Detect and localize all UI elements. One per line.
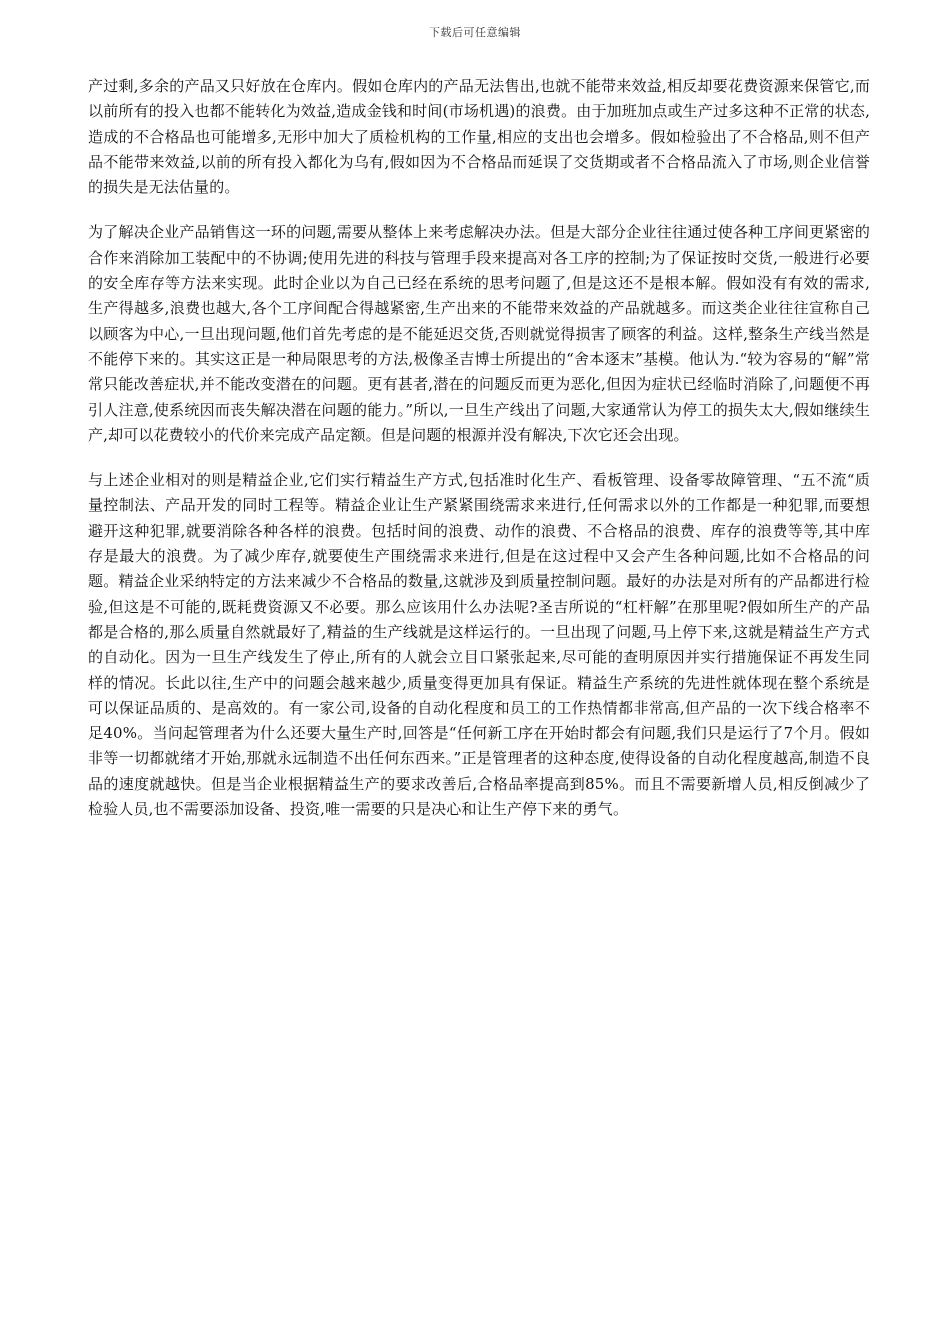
paragraph-2: 为了解决企业产品销售这一环的问题,需要从整体上来考虑解决办法。但是大部分企业往往通过使各种工序间更紧密的合作来消除加工装配中的不协调;使用先进的科技与管理手段来提高对各工序的控制;为了保证按时交货,一般进行必要的安全库存等方法来实现。此时企业以为自己已经在系统的思考问题了,但是这还不是根本解。假如没有有效的需求,生产得越多,浪费也越大,各个工序间配合得越紧密,生产出来的不能带来效益的产品就越多。而这类企业往往宣称自己以顾客为中心,一旦出现问题,他们首先考虑的是不能延迟交货,否则就觉得损害了顾客的利益。这样,整条生产线当然是不能停下来的。其实这正是一种局限思考的方法,极像圣吉博士所提出的“舍本逐末”基模。他认为.“较为容易的“解”常常只能改善症状,并不能改变潜在的问题。更有甚者,潜在的问题反而更为恶化,但因为症状已经临时消除了,问题便不再引人注意,使系统因而丧失解决潜在问题的能力。”所以,一旦生产线出了问题,大家通常认为停工的损失太大,假如继续生产,却可以花费较小的代价来完成产品定额。但是问题的根源并没有解决,下次它还会出现。	[88, 223, 870, 444]
page-header: 下载后可任意编辑	[429, 26, 521, 39]
document-body	[88, 74, 870, 842]
paragraph-1: 产过剩,多余的产品又只好放在仓库内。假如仓库内的产品无法售出,也就不能带来效益,相反却要花费资源来保管它,而以前所有的投入也都不能转化为效益,造成金钱和时间(市场机遇)的浪费。由于加班加点或生产过多这种不正常的状态,造成的不合格品也可能增多,无形中加大了质检机构的工作量,相应的支出也会增多。假如检验出了不合格品,则不但产品不能带来效益,以前的所有投入都化为乌有,假如因为不合格品而延误了交货期或者不合格品流入了市场,则企业信誉的损失是无法估量的。	[88, 77, 870, 197]
paragraph-3: 与上述企业相对的则是精益企业,它们实行精益生产方式,包括准时化生产、看板管理、设备零故障管理、“五不流“质量控制法、产品开发的同时工程等。精益企业让生产紧紧围绕需求来进行,任何需求以外的工作都是一种犯罪,而要想避开这种犯罪,就要消除各种各样的浪费。包括时间的浪费、动作的浪费、不合格品的浪费、库存的浪费等等,其中库存是最大的浪费。为了减少库存,就要使生产围绕需求来进行,但是在这过程中又会产生各种问题,比如不合格品的问题。精益企业采纳特定的方法来减少不合格品的数量,这就涉及到质量控制问题。最好的办法是对所有的产品都进行检验,但这是不可能的,既耗费资源又不必要。那么应该用什么办法呢?圣吉所说的“杠杆解”在那里呢?假如所生产的产品都是合格的,那么质量自然就最好了,精益的生产线就是这样运行的。一旦出现了问题,马上停下来,这就是精益生产方式的自动化。因为一旦生产线发生了停止,所有的人就会立目口紧张起来,尽可能的查明原因并实行措施保证不再发生同样的情况。长此以往,生产中的问题会越来越少,质量变得更加具有保证。精益生产系统的先进性就体现在整个系统是可以保证品质的、是高效的。有一家公司,设备的自动化程度和员工的工作热情都非常高,但产品的一次下线合格率不足40%。当问起管理者为什么还要大量生产时,回答是“任何新工序在开始时都会有问题,我们只是运行了7个月。假如非等一切都就绪才开始,那就永远制造不出任何东西来。”正是管理者的这种态度,使得设备的自动化程度越高,制造不良品的速度就越快。但是当企业根据精益生产的要求改善后,合格品率提高到85%。而且不需要新增人员,相反倒减少了检验人员,也不需要添加设备、投资,唯一需要的只是决心和让生产停下来的勇气。	[88, 471, 870, 819]
